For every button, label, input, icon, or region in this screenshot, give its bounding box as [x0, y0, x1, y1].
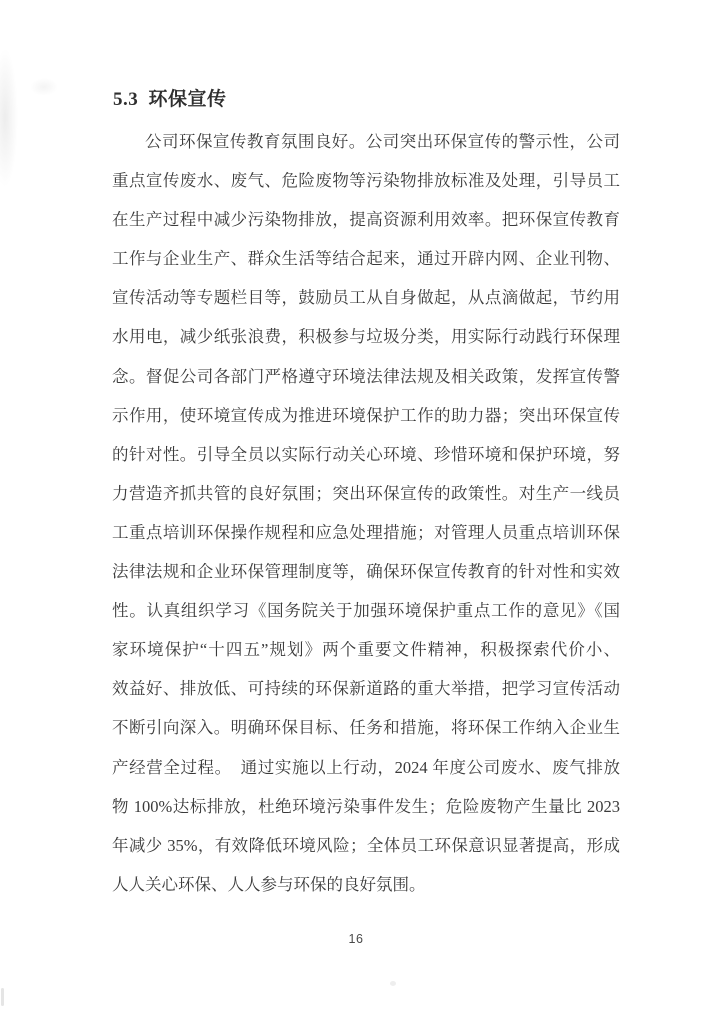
paragraph-line: 不断引向深入。明确环保目标、任务和措施，将环保工作纳入企业生	[112, 718, 620, 738]
scan-speck-artifact	[390, 981, 396, 986]
paragraph-line: 产经营全过程。 通过实施以上行动，2024 年度公司废水、废气排放	[112, 757, 620, 777]
paragraph-line: 人人关心环保、人人参与环保的良好氛围。	[112, 874, 426, 894]
paragraph-line: 家环境保护“十四五”规划》两个重要文件精神，积极探索代价小、	[112, 640, 620, 660]
paragraph-line: 工作与企业生产、群众生活等结合起来，通过开辟内网、企业刊物、	[112, 249, 620, 269]
page-number: 16	[348, 932, 364, 946]
body-paragraph	[112, 122, 620, 904]
scan-smudge-artifact	[30, 78, 58, 96]
paragraph-line: 工重点培训环保操作规程和应急处理措施；对管理人员重点培训环保	[112, 522, 620, 542]
paragraph-line: 重点宣传废水、废气、危险废物等污染物排放标准及处理，引导员工	[112, 171, 620, 191]
paragraph-line: 的针对性。引导全员以实际行动关心环境、珍惜环境和保护环境，努	[112, 444, 620, 464]
paragraph-line: 效益好、排放低、可持续的环保新道路的重大举措，把学习宣传活动	[112, 679, 620, 699]
paragraph-line: 水用电，减少纸张浪费，积极参与垃圾分类，用实际行动践行环保理	[112, 327, 620, 347]
paragraph-line: 示作用，使环境宣传成为推进环境保护工作的助力器；突出环保宣传	[112, 405, 620, 425]
paragraph-line: 公司环保宣传教育氛围良好。公司突出环保宣传的警示性，公司	[145, 132, 620, 151]
paragraph-line: 宣传活动等专题栏目等，鼓励员工从自身做起，从点滴做起，节约用	[112, 288, 620, 308]
paragraph-line: 法律法规和企业环保管理制度等，确保环保宣传教育的针对性和实效	[112, 562, 620, 582]
paragraph-line: 性。认真组织学习《国务院关于加强环境保护重点工作的意见》《国	[112, 601, 620, 621]
paragraph-line: 念。督促公司各部门严格遵守环境法律法规及相关政策，发挥宣传警	[112, 366, 620, 386]
paragraph-line: 年减少 35%，有效降低环境风险；全体员工环保意识显著提高，形成	[112, 835, 620, 855]
paragraph-line: 物 100%达标排放，杜绝环境污染事件发生；危险废物产生量比 2023	[112, 796, 620, 816]
scan-speck-artifact	[1, 988, 4, 1006]
scan-smudge-artifact	[0, 48, 18, 188]
section-heading: 5.3 环保宣传	[113, 89, 227, 110]
paragraph-line: 力营造齐抓共管的良好氛围；突出环保宣传的政策性。对生产一线员	[112, 483, 620, 503]
paragraph-line: 在生产过程中减少污染物排放，提高资源利用效率。把环保宣传教育	[112, 210, 620, 230]
